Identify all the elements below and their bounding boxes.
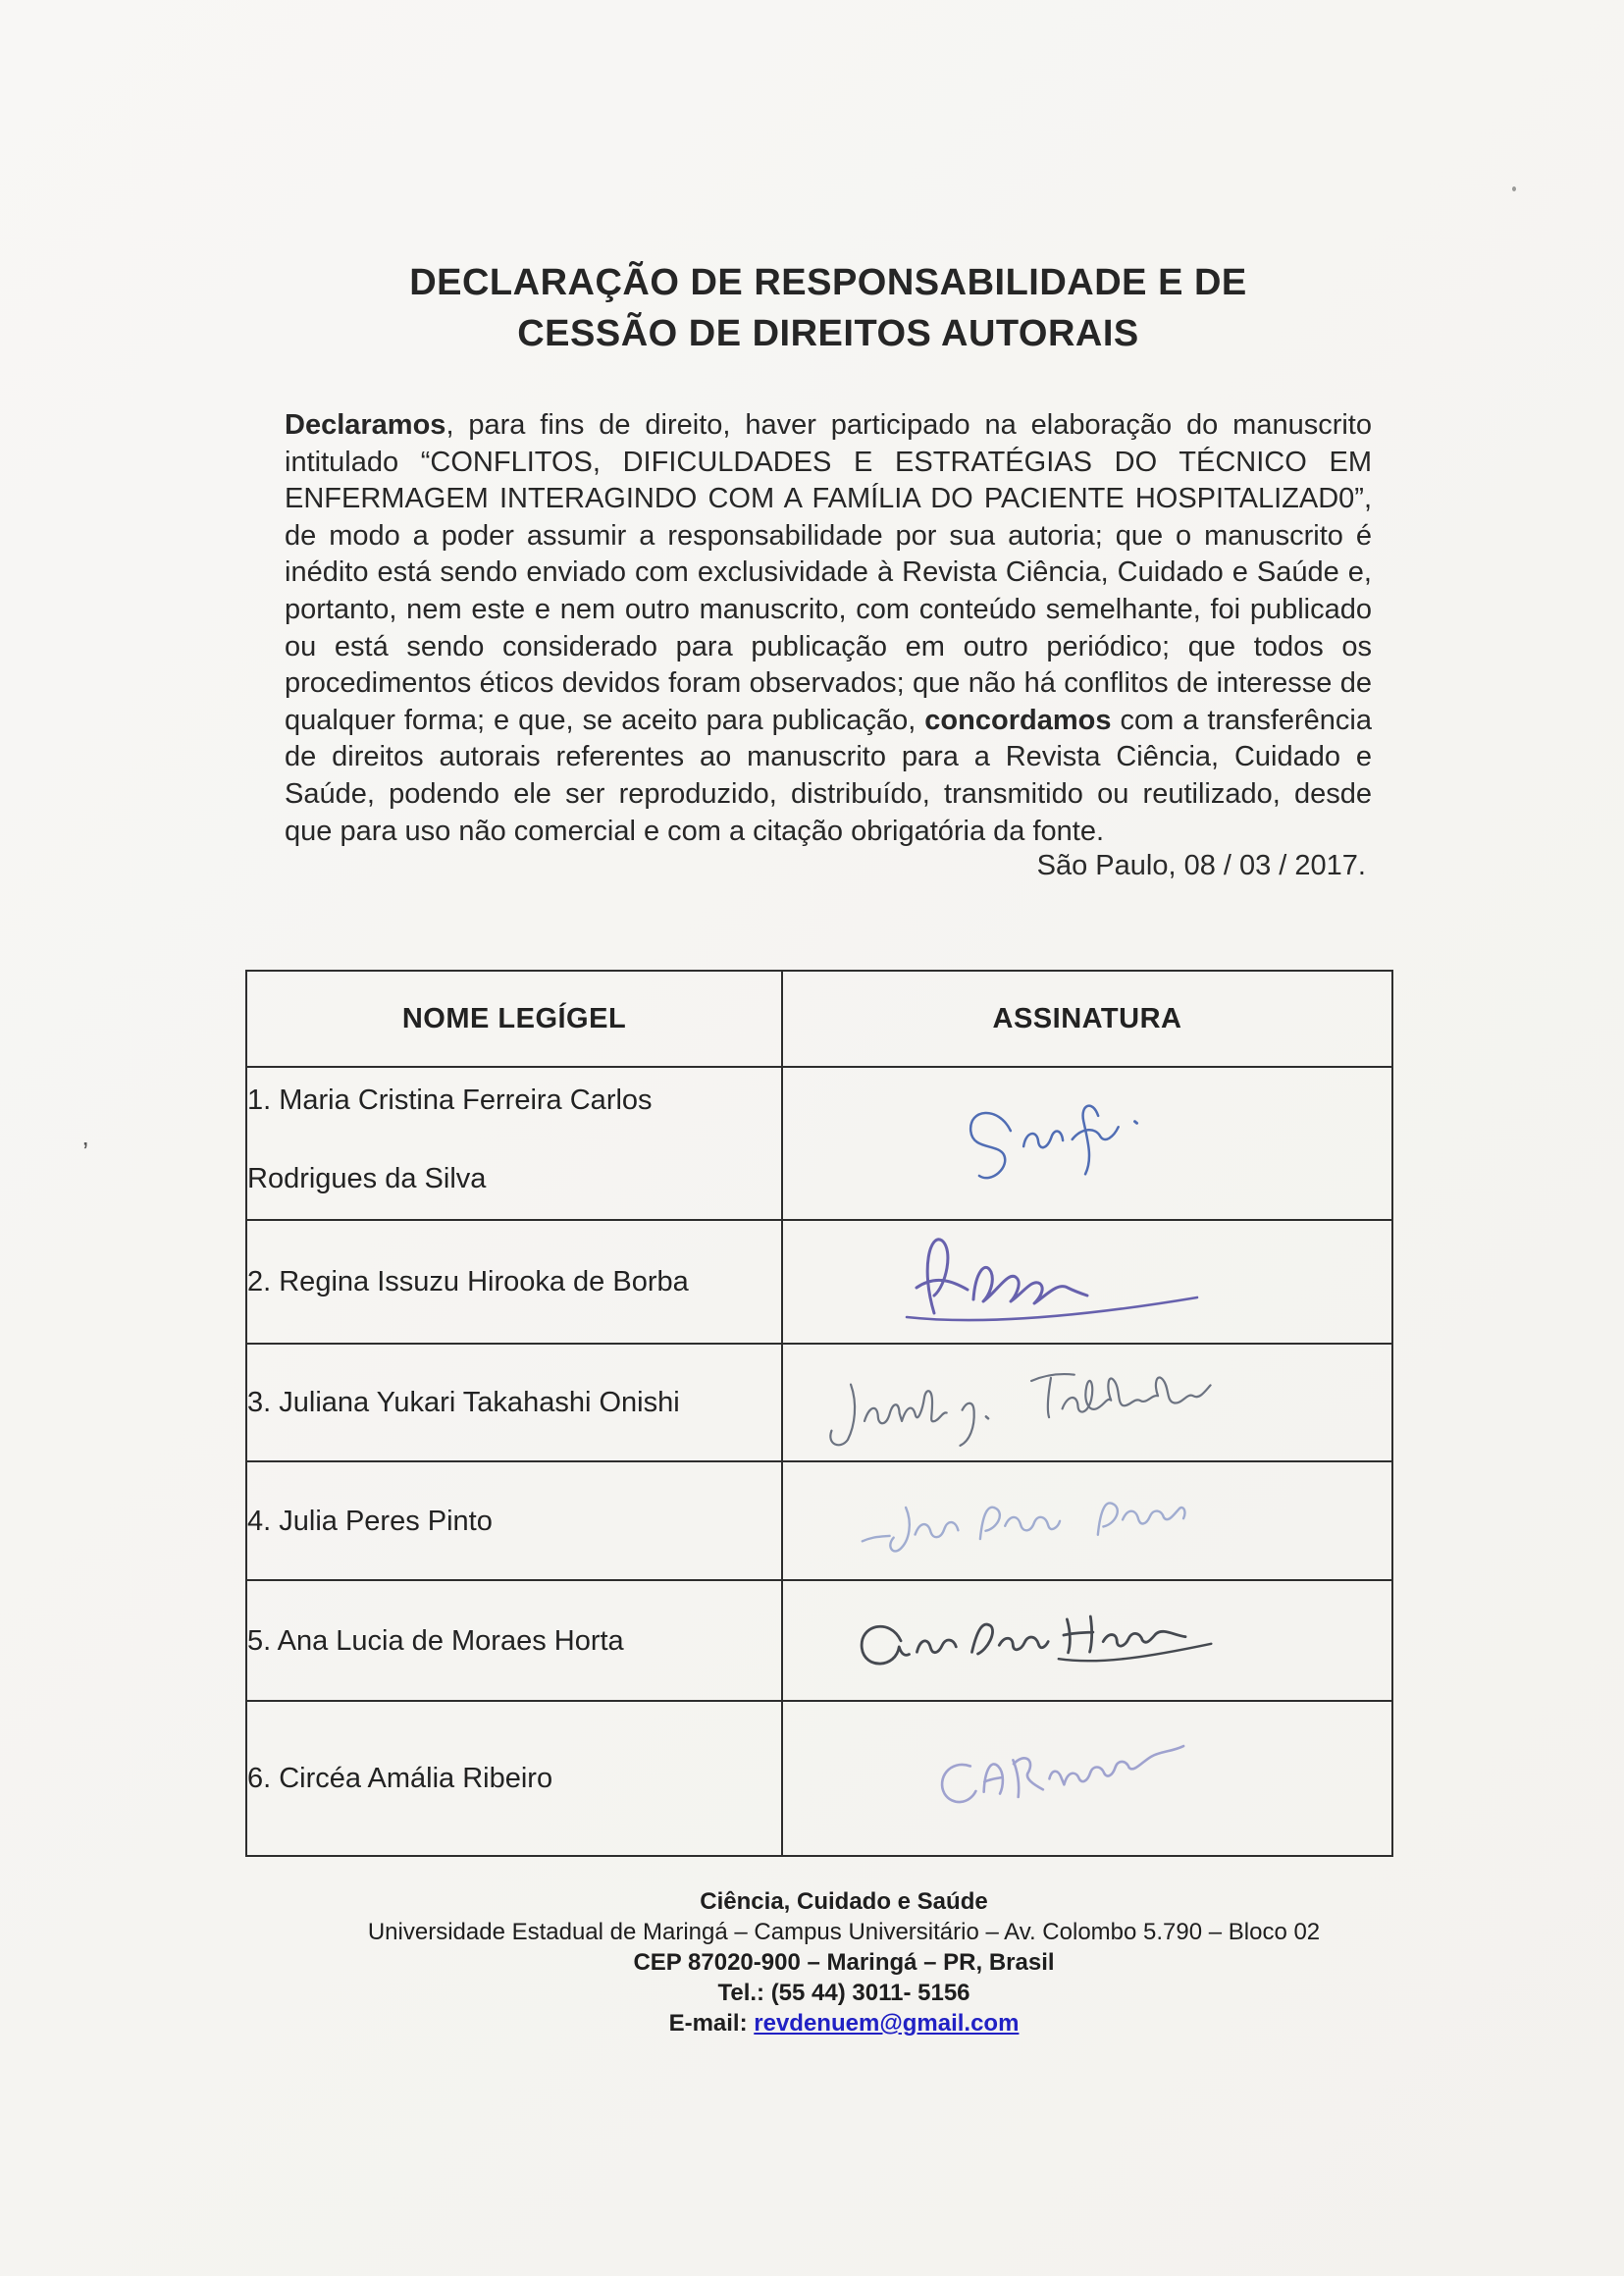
journal-address: Universidade Estadual de Maringá – Campus Universitário – Av. Colombo 5.790 – Bloco 02	[367, 1919, 1321, 1945]
handwritten-signature-6	[918, 1706, 1240, 1827]
handwritten-signature-4	[848, 1465, 1264, 1575]
email-label: E-mail:	[668, 2010, 748, 2037]
signature-cell	[782, 1067, 1392, 1220]
header-signature-column: ASSINATURA	[782, 971, 1392, 1067]
paragraph-part-2: com a transferência de direitos autorais referentes ao manuscrito para a Revista Ciência, Cuidado e Saúde, podendo ele ser reproduzido, distribuído, transmitido ou reutilizado, desde que para uso não comercial e com a citação obrigatória da fonte.	[285, 704, 1372, 847]
handwritten-signature-1	[935, 1073, 1190, 1206]
declaration-paragraph	[285, 407, 1372, 850]
signatures-table	[245, 970, 1393, 1857]
mid-bold-word: concordamos	[924, 704, 1112, 736]
table-row	[246, 1701, 1392, 1856]
paragraph-part-1: , para fins de direito, haver participado na elaboração do manuscrito intitulado “CONFLITOS, DIFICULDADES E ESTRATÉGIAS DO TÉCNICO EM ENFERMAGEM INTERAGINDO COM A FAMÍLIA DO PACIENTE HOSPITALIZAD0”, de modo a poder assumir a responsabilidade por sua autoria; que o manuscrito é inédito está sendo enviado com exclusividade à Revista Ciência, Cuidado e Saúde e, portanto, nem este e nem outro manuscrito, com conteúdo semelhante, foi publicado ou está sendo considerado para publicação em outro periódico; que todos os procedimentos éticos devidos foram observados; que não há conflitos de interesse de qualquer forma; e que, se aceito para publicação,	[285, 409, 1372, 736]
signature-cell	[782, 1701, 1392, 1856]
table-row	[246, 1580, 1392, 1701]
lead-bold-word: Declaramos	[285, 409, 446, 441]
place-date-line: São Paulo, 08 / 03 / 2017.	[1036, 850, 1366, 881]
table-row	[246, 1344, 1392, 1461]
journal-email-line	[64, 2008, 1624, 2038]
document-title	[285, 257, 1372, 359]
journal-name: Ciência, Cuidado e Saúde	[700, 1888, 988, 1915]
table-header-row	[246, 971, 1392, 1067]
signature-cell	[782, 1220, 1392, 1344]
scan-artifact-dot	[1512, 186, 1516, 191]
author-name-cell: 6. Circéa Amália Ribeiro	[246, 1701, 782, 1856]
signature-cell	[782, 1461, 1392, 1580]
scan-artifact-mark: ’	[82, 1137, 89, 1167]
signature-cell	[782, 1344, 1392, 1461]
table-row	[246, 1067, 1392, 1220]
journal-footer	[64, 1886, 1624, 2038]
title-line-1: DECLARAÇÃO DE RESPONSABILIDADE E DE	[409, 262, 1247, 303]
handwritten-signature-2	[889, 1227, 1213, 1335]
author-name-cell: 3. Juliana Yukari Takahashi Onishi	[246, 1344, 782, 1461]
title-line-2: CESSÃO DE DIREITOS AUTORAIS	[517, 313, 1139, 354]
handwritten-signature-3	[811, 1338, 1364, 1455]
table-row	[246, 1461, 1392, 1580]
handwritten-signature-5	[839, 1586, 1234, 1688]
journal-phone: Tel.: (55 44) 3011- 5156	[717, 1980, 970, 2006]
author-name-cell: 1. Maria Cristina Ferreira Carlos Rodrigues da Silva	[246, 1067, 782, 1220]
journal-cep: CEP 87020-900 – Maringá – PR, Brasil	[633, 1949, 1055, 1976]
author-name-cell: 4. Julia Peres Pinto	[246, 1461, 782, 1580]
author-name-cell: 5. Ana Lucia de Moraes Horta	[246, 1580, 782, 1701]
table-row	[246, 1220, 1392, 1344]
signature-cell	[782, 1580, 1392, 1701]
author-name-cell: 2. Regina Issuzu Hirooka de Borba	[246, 1220, 782, 1344]
header-name-column: NOME LEGÍGEL	[246, 971, 782, 1067]
email-link[interactable]: revdenuem@gmail.com	[754, 2010, 1020, 2037]
